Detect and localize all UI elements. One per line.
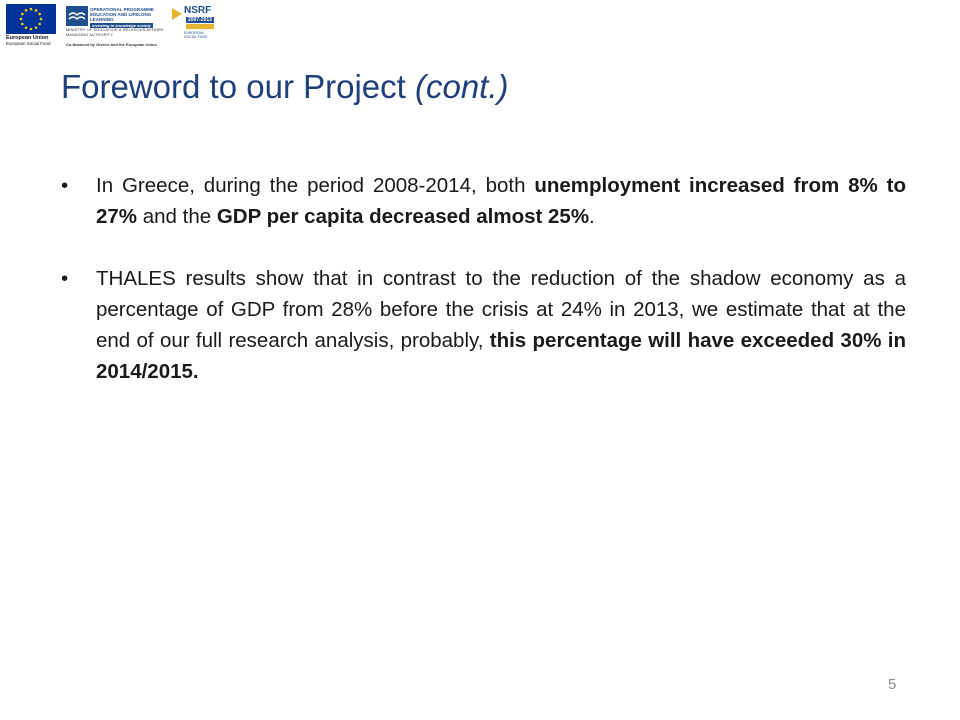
nsrf-bar — [186, 24, 214, 29]
eu-caption-line2: European Social Fund — [6, 41, 51, 46]
eu-star-icon — [40, 18, 43, 21]
slide-title-italic: (cont.) — [414, 68, 509, 105]
eu-star-icon — [30, 28, 33, 31]
bullet-item — [61, 263, 906, 387]
op-text — [90, 7, 170, 28]
operational-programme-logo — [66, 4, 166, 50]
header-logos — [6, 4, 216, 50]
eu-star-icon — [21, 13, 24, 16]
bullet-text: . — [589, 205, 595, 228]
eu-star-icon — [35, 26, 38, 29]
eu-star-icon — [25, 26, 28, 29]
bullet-text: and the — [137, 205, 217, 228]
op-ministry-line2: MANAGING AUTHORITY — [66, 32, 114, 37]
eu-star-icon — [20, 18, 23, 21]
op-ministry — [66, 28, 176, 37]
eu-star-icon — [38, 13, 41, 16]
bullet-list — [61, 170, 906, 418]
bullet-dot: • — [61, 267, 69, 290]
op-ministry-line1: MINISTRY OF EDUCATION & RELIGIOUS AFFAIRS — [66, 28, 164, 32]
eu-star-icon — [25, 9, 28, 12]
eu-star-icon — [38, 23, 41, 26]
eu-star-icon — [21, 23, 24, 26]
bullet-bold-text: unemployment increased from 8% to 27% — [96, 174, 906, 228]
eu-star-icon — [35, 9, 38, 12]
nsrf-title: NSRF — [184, 5, 212, 16]
op-line2: EDUCATION AND LIFELONG LEARNING — [90, 12, 152, 22]
bullet-bold-text: GDP per capita decreased almost 25% — [216, 205, 590, 228]
bullet-dot: • — [61, 174, 69, 197]
eu-caption-line1: European Union — [6, 35, 49, 41]
eu-star-icon — [30, 8, 33, 11]
nsrf-fund: EUROPEAN SOCIAL FUND — [184, 31, 208, 39]
eu-flag-icon — [6, 4, 56, 34]
nsrf-mark-icon — [170, 6, 184, 22]
bullet-item — [61, 170, 906, 232]
op-cofinanced: Co-financed by Greece and the European Union — [66, 42, 157, 47]
bullet-bold-text: this percentage will have exceeded 30% in 2014/2015. — [96, 329, 906, 383]
slide-title — [61, 68, 509, 106]
nsrf-years: 2007-2013 — [188, 17, 212, 23]
bullet-text: In Greece, during the period 2008-2014, both — [96, 174, 535, 197]
book-emblem-icon — [66, 6, 88, 26]
bullet-text: THALES results show that in contrast to the reduction of the shadow economy as a percentage of GDP from 28% before the crisis at 24% in 2013, we estimate that at the end of our full research analysis, probably, — [96, 267, 906, 352]
page-number: 5 — [888, 676, 897, 693]
slide-title-main: Foreword to our Project — [61, 68, 415, 105]
eu-logo — [6, 4, 56, 50]
eu-caption — [6, 35, 66, 47]
op-line1: OPERATIONAL PROGRAMME — [90, 7, 154, 12]
nsrf-logo — [170, 4, 216, 50]
op-motto: investing in knowledge society — [92, 23, 151, 28]
